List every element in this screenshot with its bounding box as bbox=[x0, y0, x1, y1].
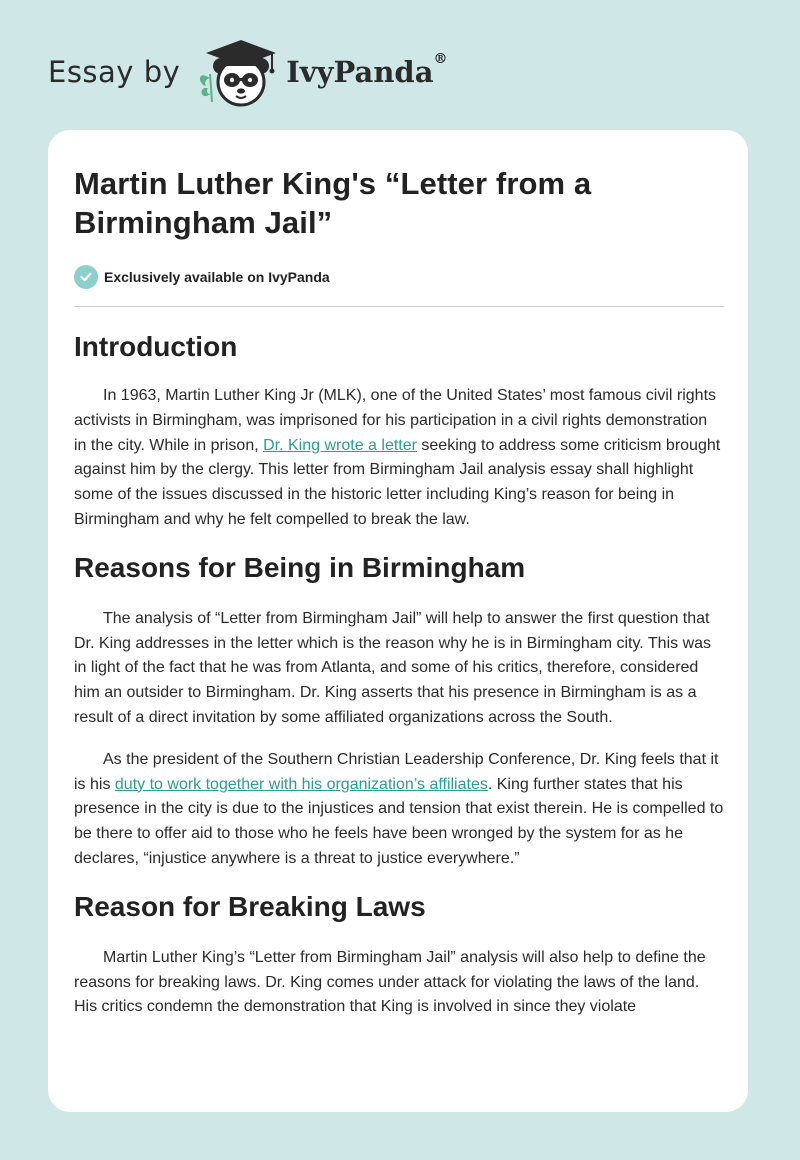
check-circle-icon bbox=[74, 265, 98, 289]
title-line-1: Martin Luther King's “Letter from a bbox=[74, 166, 592, 201]
reasons-paragraph-2: As the president of the Southern Christian Leadership Conference, Dr. King feels that it is his duty to work together with his organization’s affiliates. King further states that his presence in the city is due to the injustices and tension that exist therein. He is compelled to be there to offer aid to those who he feels have been wronged by the system for as he declares, “injustice anywhere is a threat to justice everywhere.” bbox=[74, 750, 724, 867]
intro-paragraph: In 1963, Martin Luther King Jr (MLK), one of the United States’ most famous civil rights activists in Birmingham, was imprisoned for his participation in a civil rights demonstration in the city. While in prison, Dr. King wrote a letter seeking to address some criticism brought against him by the clergy. This letter from Birmingham Jail analysis essay shall highlight some of the issues discussed in the historic letter including King’s reason for being in Birmingham and why he felt compelled to break the law. bbox=[74, 387, 721, 528]
reasons-paragraph-1: The analysis of “Letter from Birmingham Jail” will help to answer the first question that Dr. King addresses in the letter which is the reason why he is in Birmingham city. This was in light of the fact that he was from Atlanta, and some of his critics, therefore, considered him an outsider to Birmingham. Dr. King asserts that his presence in Birmingham is as a result of a direct invitation by some affiliated organizations across the South. bbox=[74, 609, 712, 726]
dr-king-letter-link[interactable]: Dr. King wrote a letter bbox=[263, 436, 417, 454]
panda-graduation-cap-icon[interactable] bbox=[194, 36, 280, 108]
essay-title bbox=[74, 164, 724, 242]
section-heading-breaking-laws: Reason for Breaking Laws bbox=[74, 890, 426, 922]
brand-name[interactable]: IvyPanda® bbox=[286, 51, 448, 89]
section-heading-reasons: Reasons for Being in Birmingham bbox=[74, 551, 526, 583]
title-divider bbox=[74, 306, 724, 307]
registered-mark: ® bbox=[433, 51, 448, 67]
breaking-laws-paragraph: Martin Luther King’s “Letter from Birmingham Jail” analysis will also help to define the reasons for breaking laws. Dr. King comes under attack for violating the laws of the land. His critics condemn the demonstration that King is involved in since they violate bbox=[74, 948, 706, 1016]
title-line-2: Birmingham Jail” bbox=[74, 205, 333, 240]
site-header bbox=[48, 36, 448, 108]
essay-by-label: Essay by bbox=[48, 55, 181, 89]
essay-content bbox=[74, 164, 724, 1020]
exclusive-badge bbox=[74, 264, 724, 290]
essay-card bbox=[48, 130, 748, 1112]
duty-affiliates-link[interactable]: duty to work together with his organization’s affiliates bbox=[114, 775, 488, 793]
exclusive-badge-text: Exclusively available on IvyPanda bbox=[104, 269, 330, 285]
section-heading-introduction: Introduction bbox=[74, 331, 238, 362]
